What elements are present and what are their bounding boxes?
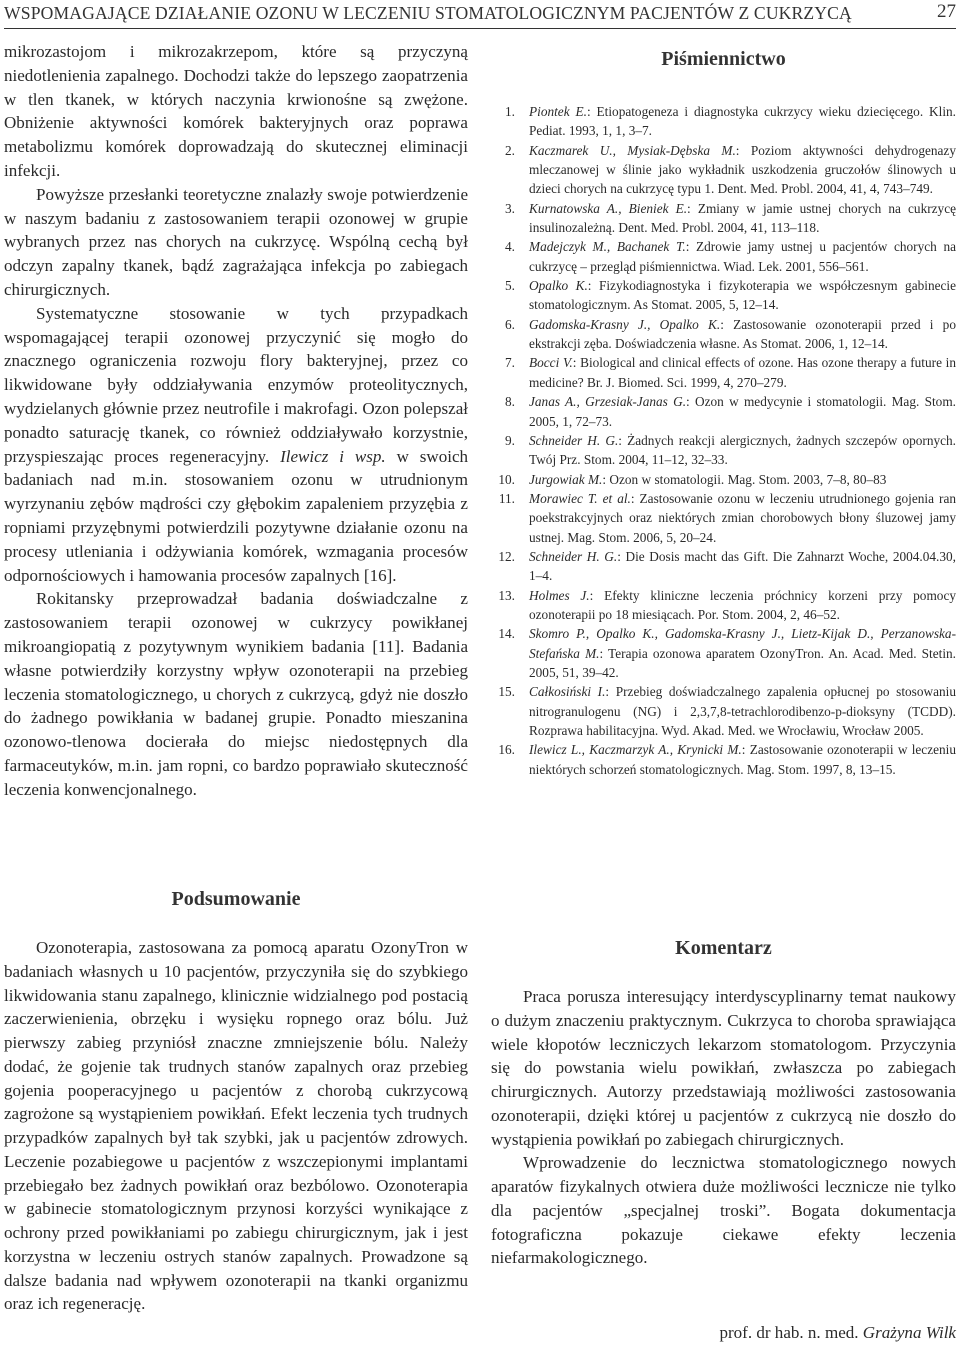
reference-authors: Janas A., Grzesiak-Janas G. xyxy=(529,394,687,410)
body-paragraph-text: w swoich badaniach nad m.in. stosowaniem ozonu w utrudnionym wyrzynaniu zębów mądrości czy głębokim zapaleniem przyzębia z ropniami przyzębnymi potwierdzili pozytywne działanie ozonu na procesy utleniania i odżywiania komórek, wzmagania procesów odpornościowych i hamowania procesów zapalnych [16]. xyxy=(4,446,469,585)
reference-number: 6. xyxy=(505,316,515,332)
body-paragraph: Powyższe przesłanki teoretyczne znalazły swoje potwierdzenie w naszym badaniu z zastosowaniem terapii ozonowej w grupie wybranych przez nas chorych na cukrzycę. Wspólną cechą był odczyn zapalny tkanek, bądź zagrażająca infekcja po zabiegach chirurgicznych. xyxy=(4,184,468,299)
reference-authors: Morawiec T. et al. xyxy=(529,490,631,506)
body-paragraph-text: Systematyczne stosowanie w tych przypadkach wspomagającej terapii ozonowej przyczynić się mogło do znacznego ograniczenia rozwoju flory bakteryjnej, przez co likwidowane były oddziaływania enzymów proteolitycznych, wydzielanych głównie przez neutrofile i makrofagi. Ozon polepszał ponadto saturację tkanek, co również oddziaływało korzystnie, przyspieszając proces regeneracyjny. xyxy=(4,303,468,466)
reference-number: 15. xyxy=(498,684,515,700)
reference-number: 8. xyxy=(505,394,515,410)
page-number: 27 xyxy=(937,1,956,22)
signature-title: prof. dr hab. n. med. xyxy=(719,1323,859,1342)
running-title: WSPOMAGAJĄCE DZIAŁANIE OZONU W LECZENIU STOMATOLOGICZNYM PACJENTÓW Z CUKRZYCĄ xyxy=(4,3,852,23)
reference-number: 3. xyxy=(505,200,515,216)
references-list xyxy=(491,102,956,779)
reference-number: 11. xyxy=(498,490,515,506)
summary-paragraph: Ozonoterapia, zastosowana za pomocą aparatu OzonyTron w badaniach własnych u 10 pacjentów, przyczyniła się do szybkiego likwidowania stanu zapalnego, klinicznie widzialnego pod postacią zaczerwienienia, obrzęku i wysięku ropnego oraz bólu. Już pierwszy zabieg przyniósł znaczne zmniejszenie bólu. Należy dodać, że gojenie tak trudnych stanów zapalnych oraz przebieg gojenia pooperacyjnego u pacjentów z chorobą cukrzycową zagrożone są wystąpieniem powikłań. Efekt leczenia tych trudnych przypadków zapalnych był tak szybki, jak u pacjentów zdrowych. Leczenie pozabiegowe u pacjentów z wszczepionymi implantami przebiegało bez żadnych powikłań oraz bezbólowo. Ozonoterapia w gabinecie stomatologicznym przynosi korzyści wynikające z ochrony przed powikłaniami po zabiegu chirurgicznym, jak i jest korzystna w leczeniu ostrych stanów zapalnych. Prowadzone są dalsze badania nad wpływem ozonoterapii na tkanki organizmu oraz ich regenerację. xyxy=(4,938,468,1314)
comment-section xyxy=(491,985,956,1270)
reference-details: : Die Dosis macht das Gift. Die Zahnarzt Woche, 2004.04.30, 1–4. xyxy=(529,548,956,584)
reference-authors: Ilewicz L., Kaczmarzyk A., Krynicki M. xyxy=(529,742,742,758)
reference-authors: Całkosiński I. xyxy=(529,684,606,700)
reference-number: 13. xyxy=(498,587,515,603)
body-paragraph xyxy=(4,302,468,588)
reference-details: : Żadnych reakcji alergicznych, żadnych szczepów opornych. Twój Prz. Stom. 2004, 11–12, 32–33. xyxy=(529,432,957,468)
reference-details: : Zdrowie jamy ustnej u pacjentów chorych na cukrzycę – przegląd piśmiennictwa. Wiad. Lek. 2001, 556–561. xyxy=(529,239,956,274)
reference-authors: Opalko K. xyxy=(529,278,588,294)
reference-item xyxy=(491,353,956,392)
comment-heading: Komentarz xyxy=(675,937,772,959)
reference-item xyxy=(491,392,956,431)
summary-heading: Podsumowanie xyxy=(171,888,301,910)
reference-item xyxy=(491,740,956,779)
reference-number: 12. xyxy=(498,548,515,564)
reference-details: : Etiopatogeneza i diagnostyka cukrzycy wieku dziecięcego. Klin. Pediat. 1993, 1, 1, 3–7. xyxy=(529,104,956,139)
reference-details: : Fizykodiagnostyka i fizykoterapia we współczesnym gabinecie stomatologicznym. As Stomat. 2005, 5, 12–14. xyxy=(529,278,956,313)
reference-number: 10. xyxy=(498,471,515,487)
reference-number: 16. xyxy=(498,742,515,758)
reference-item xyxy=(491,624,956,682)
reference-details: : Zastosowanie ozonoterapii w leczeniu niektórych schorzeń stomatologicznych. Mag. Stom. 1997, 8, 13–15. xyxy=(529,742,956,777)
comment-signature xyxy=(719,1323,956,1343)
reference-authors: Schneider H. G. xyxy=(529,432,619,448)
reference-item xyxy=(491,431,956,470)
reference-item xyxy=(491,276,956,315)
reference-item xyxy=(491,586,956,625)
reference-details: : Zastosowanie ozonu w leczeniu utrudnionego gojenia ran poekstrakcyjnych oraz niektórych zmian chorobowych błony śluzowej jamy ustnej. Mag. Stom. 2006, 5, 20–24. xyxy=(529,490,956,545)
reference-item xyxy=(491,489,956,547)
reference-details: : Przebieg doświadczalnego zapalenia opłucnej po stosowaniu nitrogranulogenu (NG) i 2,3,7,8-tetrachlorodibenzo-p-dioksyny (TCDD). Rozprawa habilitacyjna. Wyd. Akad. Med. we Wrocławiu, Wrocław 2005. xyxy=(529,684,956,738)
left-column-body xyxy=(4,40,468,802)
reference-number: 1. xyxy=(505,104,515,119)
reference-number: 9. xyxy=(505,432,515,448)
citation-authors: Ilewicz i wsp. xyxy=(280,446,386,466)
reference-authors: Jurgowiak M. xyxy=(529,471,603,487)
reference-details: : Ozon w medycynie i stomatologii. Mag. Stom. 2005, 1, 72–73. xyxy=(529,394,956,429)
reference-authors: Kurnatowska A., Bieniek E. xyxy=(529,200,688,216)
page-header xyxy=(4,0,956,29)
reference-number: 5. xyxy=(505,278,515,294)
reference-details: : Efekty kliniczne leczenia próchnicy korzeni przy pomocy ozonoterapii po 18 miesiącach. Por. Stom. 2004, 2, 46–52. xyxy=(529,587,956,622)
reference-details: : Zastosowanie ozonoterapii przed i po ekstrakcji zęba. Doświadczenia własne. As Stomat. 2006, 1, 12–14. xyxy=(529,316,956,352)
reference-item xyxy=(491,682,956,740)
reference-item xyxy=(491,237,956,276)
reference-authors: Bocci V. xyxy=(529,355,573,371)
reference-authors: Gadomska-Krasny J., Opalko K. xyxy=(529,316,721,332)
reference-number: 4. xyxy=(505,239,515,255)
reference-item xyxy=(491,199,956,238)
body-paragraph: mikrozastojom i mikrozakrzepom, które są przyczyną niedotlenienia zapalnego. Dochodzi także do lepszego zaopatrzenia w tlen tkanek, w których naczynia krwionośne są zwężone. Obniżenie aktywności komórek bakteryjnych oraz poprawa metabolizmu komórek doprowadzają do skutecznej eliminacji infekcji. xyxy=(4,42,468,180)
reference-details: : Poziom aktywności dehydrogenazy mleczanowej w ślinie jako wykładnik uszkodzenia gruczołów ślinowych u dzieci chorych na cukrzycę typu 1. Dent. Med. Probl. 2004, 41, 4, 743–749. xyxy=(529,142,956,197)
reference-authors: Schneider H. G. xyxy=(529,548,618,564)
reference-details: : Terapia ozonowa aparatem OzonyTron. An. Acad. Med. Stetin. 2005, 51, 39–42. xyxy=(529,645,956,680)
reference-item xyxy=(491,470,956,489)
reference-details: : Zmiany w jamie ustnej chorych na cukrzycę insulinozależną. Dent. Med. Probl. 2004, 41, 113–118. xyxy=(529,200,956,236)
reference-authors: Holmes J. xyxy=(529,587,590,603)
reference-authors: Madejczyk M., Bachanek T. xyxy=(529,239,686,255)
summary-section xyxy=(4,936,468,1316)
reference-number: 2. xyxy=(505,142,515,158)
reference-authors: Piontek E. xyxy=(529,104,587,119)
reference-number: 14. xyxy=(498,626,515,642)
signature-name: Grażyna Wilk xyxy=(862,1323,956,1342)
references-heading: Piśmiennictwo xyxy=(661,48,786,70)
reference-item xyxy=(491,547,956,586)
comment-paragraph: Wprowadzenie do lecznictwa stomatologicznego nowych aparatów fizykalnych otwiera duże możliwości lecznicze nie tylko dla pacjentów „specjalnej troski”. Bogata dokumentacja fotograficzna pokazuje ciekawe efekty leczenia niefarmakologicznego. xyxy=(491,1153,956,1268)
comment-paragraph: Praca porusza interesujący interdyscyplinarny temat naukowy o dużym znaczeniu praktycznym. Cukrzyca to choroba sprawiająca wiele kłopotów leczniczych lekarzom stomatologom. Przyczynia się do powstania wielu powikłań, zwłaszcza po zabiegach chirurgicznych. Autorzy przedstawiają możliwości zastosowania ozonoterapii, dzięki której u pacjentów z cukrzycą nie doszło do wystąpienia powikłań po zabiegach chirurgicznych. xyxy=(491,987,956,1149)
reference-details: : Ozon w stomatologii. Mag. Stom. 2003, 7–8, 80–83 xyxy=(602,471,887,487)
reference-authors: Kaczmarek U., Mysiak-Dębska M. xyxy=(529,142,736,158)
reference-item xyxy=(491,315,956,354)
reference-authors: Skomro P., Opalko K., Gadomska-Krasny J., Lietz-Kijak D., Perzanowska-Stefańska M. xyxy=(529,626,956,661)
reference-item xyxy=(491,102,956,141)
reference-number: 7. xyxy=(505,355,515,371)
body-paragraph: Rokitansky przeprowadzał badania doświadczalne z zastosowaniem terapii ozonowej w cukrzycy powikłanej mikroangiopatią z pozytywnym wynikiem badania [11]. Badania własne potwierdziły korzystny wpływ ozonoterapii na przebieg leczenia stomatologicznego, u chorych z cukrzycą, gdyż nie doszło do żadnego powikłania w badanej grupie. Ponadto mieszanina ozonowo-tlenowa docierała do miejsc niedostępnych dla farmaceutyków, m.in. jam ropni, co bardzo poprawiało skuteczność leczenia konwencjonalnego. xyxy=(4,589,468,799)
reference-item xyxy=(491,141,956,199)
reference-details: : Biological and clinical effects of ozone. Has ozone therapy a future in medicine? Br. J. Biomed. Sci. 1999, 4, 270–279. xyxy=(529,355,957,390)
